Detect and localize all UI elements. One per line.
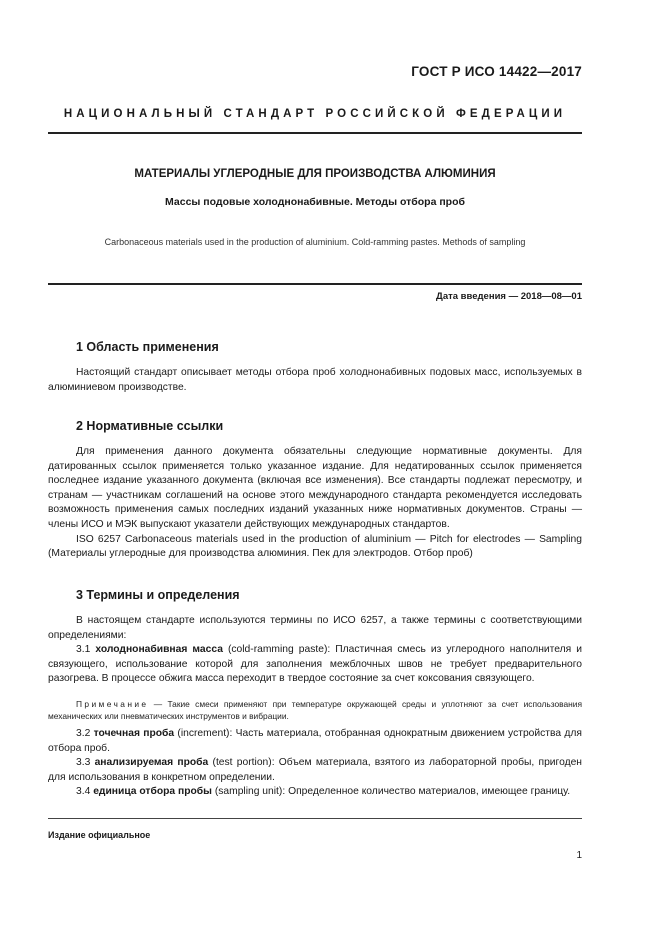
term-3-3: [48, 756, 582, 785]
term-3-2-number: 3.2: [76, 728, 91, 739]
english-title: Carbonaceous materials used in the production of aluminium. Cold-ramming pastes. Methods of sampling: [104, 237, 526, 247]
title-divider: [48, 283, 582, 285]
section2-body: [48, 445, 582, 562]
note-label: Примечание: [76, 699, 149, 709]
section3-intro: В настоящем стандарте используются термины по ИСО 6257, а также термины с соответствующими определениями:: [48, 615, 582, 641]
section3-intro-block: [48, 614, 582, 687]
term-3-2-term: точечная проба: [93, 728, 175, 739]
section1-heading: 1 Область применения: [76, 340, 219, 354]
top-divider: [48, 132, 582, 134]
footer-divider: [48, 818, 582, 819]
standard-code: ГОСТ Р ИСО 14422—2017: [411, 64, 582, 79]
document-title: МАТЕРИАЛЫ УГЛЕРОДНЫЕ ДЛЯ ПРОИЗВОДСТВА АЛЮМИНИЯ: [134, 168, 496, 180]
section3-heading: 3 Термины и определения: [76, 588, 240, 602]
document-subtitle: Массы подовые холоднонабивные. Методы отбора проб: [165, 196, 465, 208]
term-3-1: [48, 643, 582, 687]
term-3-4-number: 3.4: [76, 786, 91, 798]
term-3-4-definition: (sampling unit): Определенное количество материалов, имеющее границу.: [211, 786, 571, 798]
note-text: — Такие смеси применяют при температуре окружающей среды и уплотняют за счет использования механических или пневматических инструментов и вибрации.: [48, 699, 582, 722]
note-block: [48, 698, 582, 723]
section2-reference: ISO 6257 Carbonaceous materials used in the production of aluminium — Pitch for electrodes — Sampling (Материалы углеродные для производства алюминия. Пек для электродов. Отбор проб): [48, 533, 582, 560]
term-3-3-definition: (test portion): Объем материала, взятого из лабораторной пробы, пригоден для использования в конкретном определении.: [48, 757, 582, 783]
section1-text: Настоящий стандарт описывает методы отбора проб холоднонабивных подовых масс, используемых в алюминиевом производстве.: [48, 367, 582, 393]
introduction-date: Дата введения — 2018—08—01: [436, 291, 582, 302]
national-standard-banner: НАЦИОНАЛЬНЫЙ СТАНДАРТ РОССИЙСКОЙ ФЕДЕРАЦИИ: [63, 108, 567, 120]
term-3-4-term: единица отбора пробы: [93, 786, 212, 798]
section2-heading: 2 Нормативные ссылки: [76, 419, 224, 433]
note: [48, 698, 582, 723]
term-3-3-number: 3.3: [76, 757, 91, 769]
section1-body: [48, 366, 582, 395]
term-3-3-term: анализируемая проба: [94, 757, 209, 769]
term-3-2: [48, 727, 582, 756]
term-3-1-definition: (cold-ramming paste): Пластичная смесь из углеродного наполнителя и связующего, использование которой для заполнения межблочных швов не требует предварительного разогрева. В процессе обжига масса переходит в твердое состояние за счет коксования связующего.: [48, 644, 582, 685]
term-3-1-term: холоднонабивная масса: [95, 644, 223, 656]
official-edition-label: Издание официальное: [48, 830, 151, 840]
term-3-2-definition: (increment): Часть материала, отобранная однократным движением устройства для отбора проб.: [48, 728, 582, 754]
term-3-4: [48, 785, 582, 800]
term-3-1-number: 3.1: [76, 644, 91, 656]
page-number: 1: [576, 850, 582, 861]
section2-text: Для применения данного документа обязательны следующие нормативные документы. Для датированных ссылок применяется только указанное издание. Для недатированных ссылок применяется последнее издание указанного документа (включая все изменения). Все стандарты подлежат пересмотру, и странам — участникам соглашений на основе этого международного стандарта рекомендуется исследовать возможность применения самых последних изданий указанных ниже нормативных документов. Страны — члены ИСО и МЭК выпускают указатели действующих международных стандартов.: [48, 446, 582, 530]
terms-block: [48, 727, 582, 800]
